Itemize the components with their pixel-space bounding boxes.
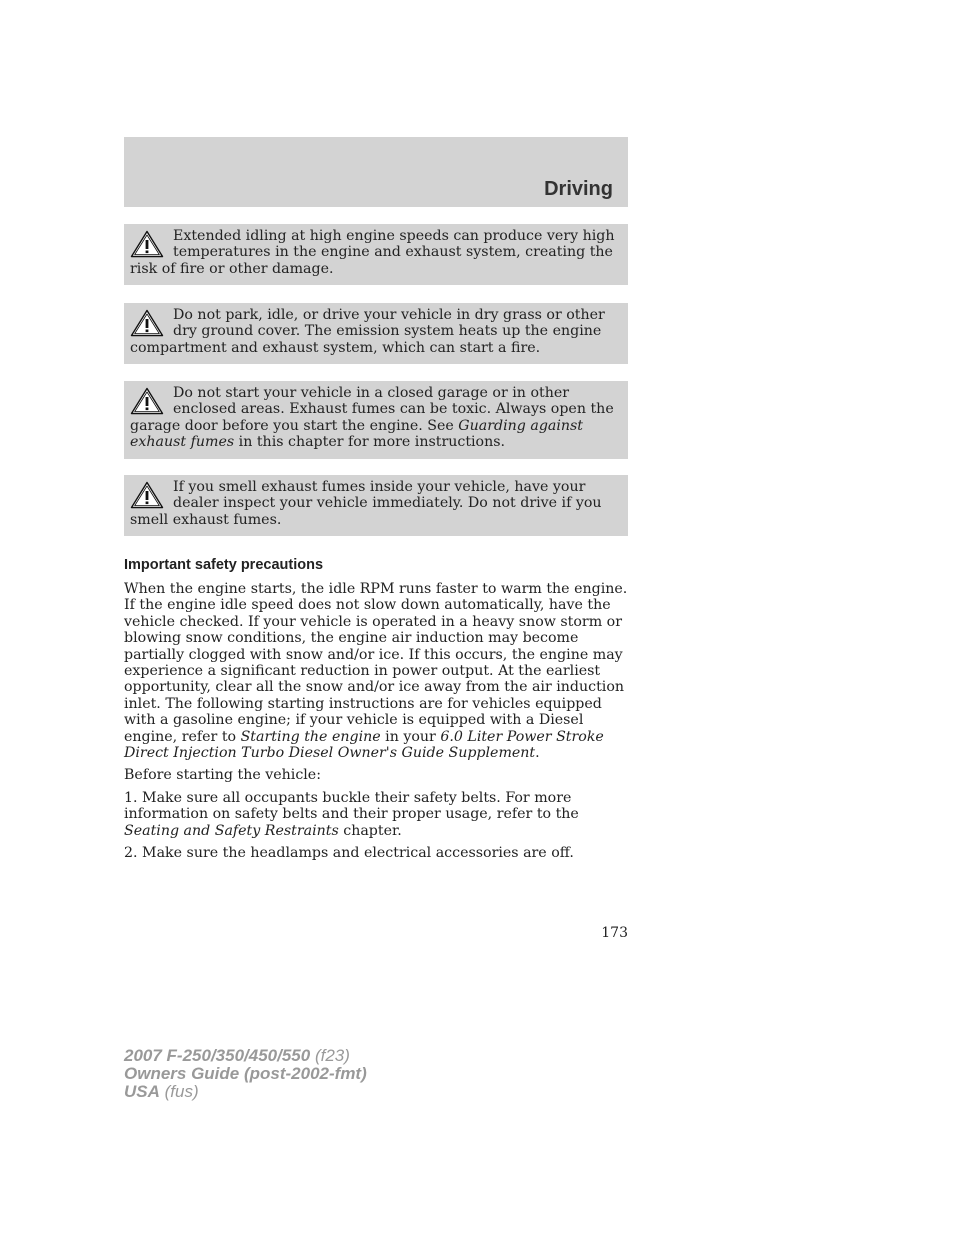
warning-box-closed-garage	[124, 381, 628, 459]
warning-triangle-icon	[130, 230, 164, 258]
cross-reference: Seating and Safety Restraints	[124, 822, 339, 839]
warning-text: Do not start your vehicle in a closed garage or in other enclosed areas. Exhaust fumes can be toxic. Always open the garage door before you start the engine. See Guarding against exhaust fumes in this chapter for more instructions.	[130, 385, 614, 451]
step-1: 1. Make sure all occupants buckle their safety belts. For more information on safety belts and their proper usage, refer to the Seating and Safety Restraints chapter.	[124, 790, 579, 839]
warning-text: Extended idling at high engine speeds can produce very high temperatures in the engine and exhaust system, creating the risk of fire or other damage.	[130, 228, 615, 277]
warning-triangle-icon	[130, 309, 164, 337]
warning-box-exhaust-fumes	[124, 475, 628, 536]
cross-reference: Starting the engine	[240, 728, 381, 745]
warning-triangle-icon	[130, 481, 164, 509]
page-number: 173	[601, 925, 628, 941]
document-footer	[124, 1047, 367, 1101]
cross-reference: 6.0 Liter Power Stroke Direct Injection Turbo Diesel Owner's Guide Supplement	[124, 728, 604, 762]
cross-reference: Guarding against exhaust fumes	[130, 417, 584, 451]
footer-line-guide: Owners Guide (post-2002-fmt)	[124, 1064, 367, 1083]
paragraph-idle-rpm: When the engine starts, the idle RPM runs faster to warm the engine. If the engine idle speed does not slow down automatically, have the vehicle checked. If your vehicle is operated in a heavy snow storm or blowing snow conditions, the engine air induction may become partially clogged with snow and/or ice. If this occurs, the engine may experience a significant reduction in power output. At the earliest opportunity, clear all the snow and/or ice away from the air induction inlet. The following starting instructions are for vehicles equipped with a gasoline engine; if your vehicle is equipped with a Diesel engine, refer to Starting the engine in your 6.0 Liter Power Stroke Direct Injection Turbo Diesel Owner's Guide Supplement.	[124, 581, 628, 762]
warning-box-idling	[124, 224, 628, 285]
warning-text: If you smell exhaust fumes inside your vehicle, have your dealer inspect your vehicle immediately. Do not drive if you smell exhaust fumes.	[130, 479, 602, 528]
section-title: Driving	[544, 178, 613, 200]
footer-line-model: 2007 F-250/350/450/550 (f23)	[124, 1046, 350, 1065]
chapter-header-band	[124, 137, 628, 207]
subsection-heading: Important safety precautions	[124, 557, 324, 573]
warning-box-dry-grass	[124, 303, 628, 364]
paragraph-before-starting: Before starting the vehicle:	[124, 767, 321, 783]
step-2: 2. Make sure the headlamps and electrical accessories are off.	[124, 845, 574, 861]
warning-triangle-icon	[130, 387, 164, 415]
warning-text: Do not park, idle, or drive your vehicle in dry grass or other dry ground cover. The emission system heats up the engine compartment and exhaust system, which can start a fire.	[130, 307, 605, 356]
footer-line-region: USA (fus)	[124, 1082, 199, 1101]
